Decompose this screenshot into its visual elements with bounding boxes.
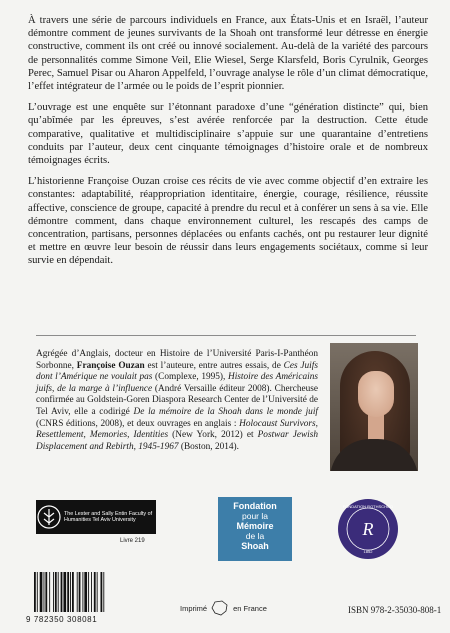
barcode-bar (49, 572, 50, 612)
fms-line: Mémoire (236, 521, 274, 531)
tel-aviv-university-logo (36, 500, 156, 534)
author-portrait (330, 343, 418, 471)
fondation-memoire-shoah-logo (218, 497, 292, 561)
barcode-bar (40, 572, 43, 612)
rothschild-year: 1852 (363, 549, 373, 554)
barcode-bar (91, 572, 92, 612)
fms-line: de la (245, 531, 265, 541)
barcode-bar (45, 572, 47, 612)
barcode-bar (103, 572, 104, 612)
fms-line: Shoah (241, 541, 269, 551)
barcode-bar (84, 572, 87, 612)
bio-text: (Complexe, 1995), (152, 372, 228, 383)
rothschild-text: FONDATION ROTHSCHILD (342, 504, 394, 509)
rothschild-seal-icon (338, 499, 398, 559)
author-name: Françoise Ouzan (76, 360, 145, 371)
barcode-bar (34, 572, 36, 612)
tau-emblem-icon (36, 500, 62, 534)
book-title: Ces Juifs dont l’Amérique ne voulait pas (36, 360, 318, 383)
barcode-bar (67, 572, 69, 612)
rothschild-letter: R (362, 519, 374, 539)
author-bio (36, 349, 318, 453)
summary-paragraph-1: À travers une série de parcours individuels en France, aux États-Unis et en Israël, l’auteur démontre comment de jeunes survivants de la Shoah ont transformé leur détresse en énergie constructive, comment ils ont créé ou innové socialement. Au-delà de la variété des parcours de personnalités comme Simone Veil, Elie Wiesel, Serge Klarsfeld, Boris Cyrulnik, Georges Perec, Samuel Pisar ou Aharon Appelfeld, l’ouvrage analyse le rôle d’un climat démocratique, l’effet intégrateur de l’armée ou le poids de l’esprit pionnier. (28, 15, 428, 93)
france-map-icon (210, 600, 230, 616)
bio-text: (Boston, 2014). (178, 441, 239, 452)
barcode-bar (58, 572, 59, 612)
barcode-bar (44, 572, 45, 612)
imprime-label: Imprimé (180, 603, 208, 613)
barcode-bar (70, 572, 71, 612)
back-cover-summary (28, 14, 428, 276)
barcode-bar (61, 572, 63, 612)
bio-text: (New York, 2012) et (168, 430, 258, 441)
summary-paragraph-2: L’ouvrage est une enquête sur l’étonnant paradoxe d’une “génération distincte” qui, bien qu’abîmée par les épreuves, s’est avérée renforcée par la destruction. Cette étude comparative, qualitative et multidisciplinaire s’appuie sur une quarantaine d’entretiens conduits par l’auteur, deux cent cinquante témoignages d’histoire orale et de nombreux témoignages écrits. (28, 102, 428, 167)
barcode-bar (79, 572, 81, 612)
book-title: Histoire des Américains juifs, de la marge à l’influence (36, 372, 318, 394)
barcode (30, 572, 130, 618)
livre-number: Livre 219 (120, 538, 145, 544)
barcode-bar (88, 572, 89, 612)
barcode-bar (77, 572, 78, 612)
bio-text: (CNRS éditions, 2008), et deux ouvrages en anglais : (36, 418, 240, 429)
barcode-bar (55, 572, 57, 612)
isbn: ISBN 978-2-35030-808-1 (348, 605, 442, 615)
barcode-bar (97, 572, 98, 612)
barcode-bar (37, 572, 38, 612)
fondation-rothschild-logo (338, 499, 398, 559)
imprime-label: en France (233, 603, 267, 613)
book-title: Postwar Jewish Displacement and Rebirth, 1945-1967 (36, 430, 318, 452)
fms-line: Fondation (233, 501, 277, 511)
bio-text: (André Versaille éditeur 2008). Chercheuse confirmée au Goldstein-Goren Diaspora Research Center de l’Université de Tel Aviv, elle a codirigé (36, 383, 318, 417)
fms-line: pour la (242, 511, 268, 521)
book-title: Holocaust Survivors, Resettlement, Memories, Identities (36, 418, 318, 441)
summary-paragraph-3: L’historienne Françoise Ouzan croise ces récits de vie avec comme objectif d’en extraire les constantes: adaptabilité, réappropriation identitaire, énergie, courage, résilience, réussite affective, conscience de groupe, capacité à prendre du recul et à conférer un sens à sa vie. Elle démontre comment, dans chaque environnement culturel, les rescapés des camps de concentration, partisans, personnes déplacées ou enfants cachés, ont pu restaurer leur dignité et mettre en œuvre leur besoin de réussir dans leurs engagements sociétaux, comme si leur survie en dépendait. (28, 176, 428, 267)
bio-text: Agrégée d’Anglais, docteur en Histoire de l’Université Paris-I-Panthéon Sorbonne, (36, 349, 318, 371)
tau-text: The Lester and Sally Entin Faculty of Humanities Tel Aviv University (64, 510, 153, 523)
barcode-bar (63, 572, 66, 612)
divider (36, 335, 416, 336)
book-title: De la mémoire de la Shoah dans le monde juif (133, 406, 318, 417)
barcode-bar (72, 572, 74, 612)
barcode-bar (53, 572, 54, 612)
imprime-en-france (180, 600, 267, 616)
barcode-number: 9 782350 308081 (26, 615, 98, 624)
barcode-bar (94, 572, 96, 612)
bio-text: est l’auteure, entre autres essais, de (144, 360, 284, 371)
barcode-bar (101, 572, 103, 612)
barcode-bar (82, 572, 83, 612)
